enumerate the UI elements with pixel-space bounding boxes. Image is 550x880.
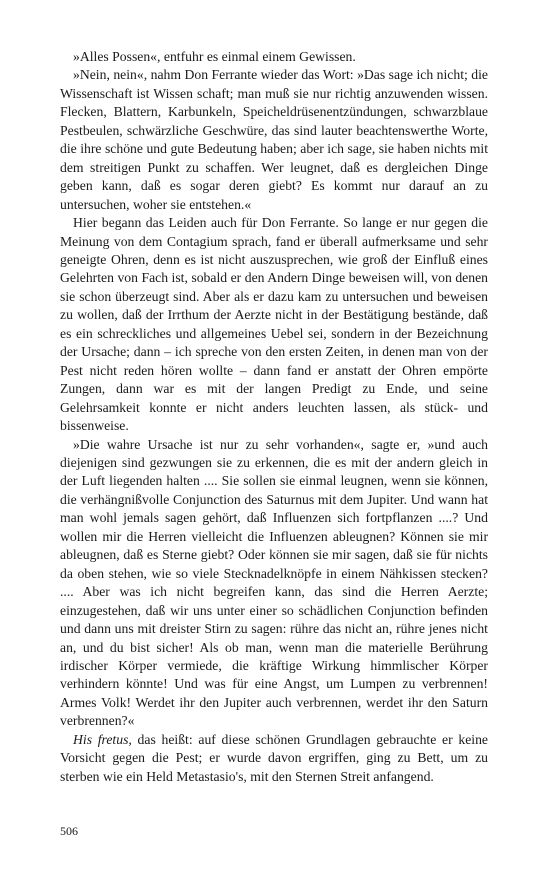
- book-page-text: [60, 48, 488, 786]
- paragraph-leiden: Hier begann das Leiden auch für Don Ferrante. So lange er nur gegen die Meinung von dem Contagium sprach, fand er überall aufmerksame und sehr geneigte Ohren, denn es ist nicht auszusprechen, wie groß der Einfluß eines Gelehrten von Fach ist, sobald er den Andern Dinge beweisen will, von denen sie schon überzeugt sind. Aber als er dazu kam zu untersuchen und beweisen zu wollen, daß der Irrthum der Aerzte nicht in der Bestätigung bestände, daß es ein schreckliches und allgemeines Uebel sei, sondern in der Bezeichnung der Ursache; dann – ich spreche von den ersten Zeiten, in denen man von der Pest nicht reden hören wollte – dann fand er anstatt der Ohren empörte Zungen, dann war es mit der langen Predigt zu Ende, und seine Gelehrsamkeit konnte er nicht anders leuchten lassen, als stück- und bissenweise.: [60, 215, 488, 434]
- paragraph-his-fretus: [60, 731, 488, 786]
- paragraph-his-fretus-text: das heißt: auf diese schönen Grundlagen gebrauchte er keine Vorsicht gegen die Pest; er wurde davon ergriffen, ging zu Bett, um zu sterben wie ein Held Metastasio's, mit den Sternen Streit anfangend.: [60, 731, 489, 784]
- latin-phrase: His fretus,: [73, 731, 132, 747]
- paragraph-alles-possen: »Alles Possen«, entfuhr es einmal einem Gewissen.: [73, 49, 356, 64]
- page-number: 506: [60, 824, 78, 838]
- paragraph-ferrante-speech: »Nein, nein«, nahm Don Ferrante wieder das Wort: »Das sage ich nicht; die Wissenschaft ist Wissen schaft; man muß sie nur richtig anzuwenden wissen. Flecken, Blattern, Karbunkeln, Speicheldrüsenentzündungen, schwarzblaue Pestbeulen, schwärzliche Geschwüre, das sind lauter beachtenswerthe Worte, die ihre schöne und gute Bedeutung haben; aber ich sage, sie haben nichts mit dem streitigen Punkt zu schaffen. Wer leugnet, daß es dergleichen Dinge geben kann, daß es sogar deren giebt? Es kommt nur darauf an zu untersuchen, woher sie entstehen.«: [60, 67, 488, 212]
- paragraph-wahre-ursache: »Die wahre Ursache ist nur zu sehr vorhanden«, sagte er, »und auch diejenigen sind gezwungen sie zu erkennen, die es mit der andern gleich in der Luft liegenden halten .... Sie sollen sie einmal leugnen, wenn sie können, die verhängnißvolle Conjunction des Saturnus mit dem Jupiter. Und wann hat man wohl jemals sagen gehört, daß Influenzen sich fortpflanzen ....? Und wollen mir die Herren vielleicht die Influenzen ableugnen? Können sie mir ableugnen, daß es Sterne giebt? Oder können sie mir sagen, daß sie für nichts da oben stehen, wie so viele Stecknadelknöpfe in einem Nähkissen stecken? .... Aber was ich nicht begreifen kann, das sind die Herren Aerzte; einzugestehen, daß wir uns unter einer so schädlichen Conjunction befinden und dann uns mit dreister Stirn zu sagen: rühre das nicht an, rühre jenes nicht an, und du bist sicher! Als ob man, wenn man die materielle Berührung irdischer Körper vermiede, die kräftige Wirkung himmlischer Körper verhindern könnte! Und was für eine Angst, um Lumpen zu verbrennen! Armes Volk! Werdet ihr den Jupiter auch verbrennen, werdet ihr den Saturn verbrennen?«: [60, 436, 488, 729]
